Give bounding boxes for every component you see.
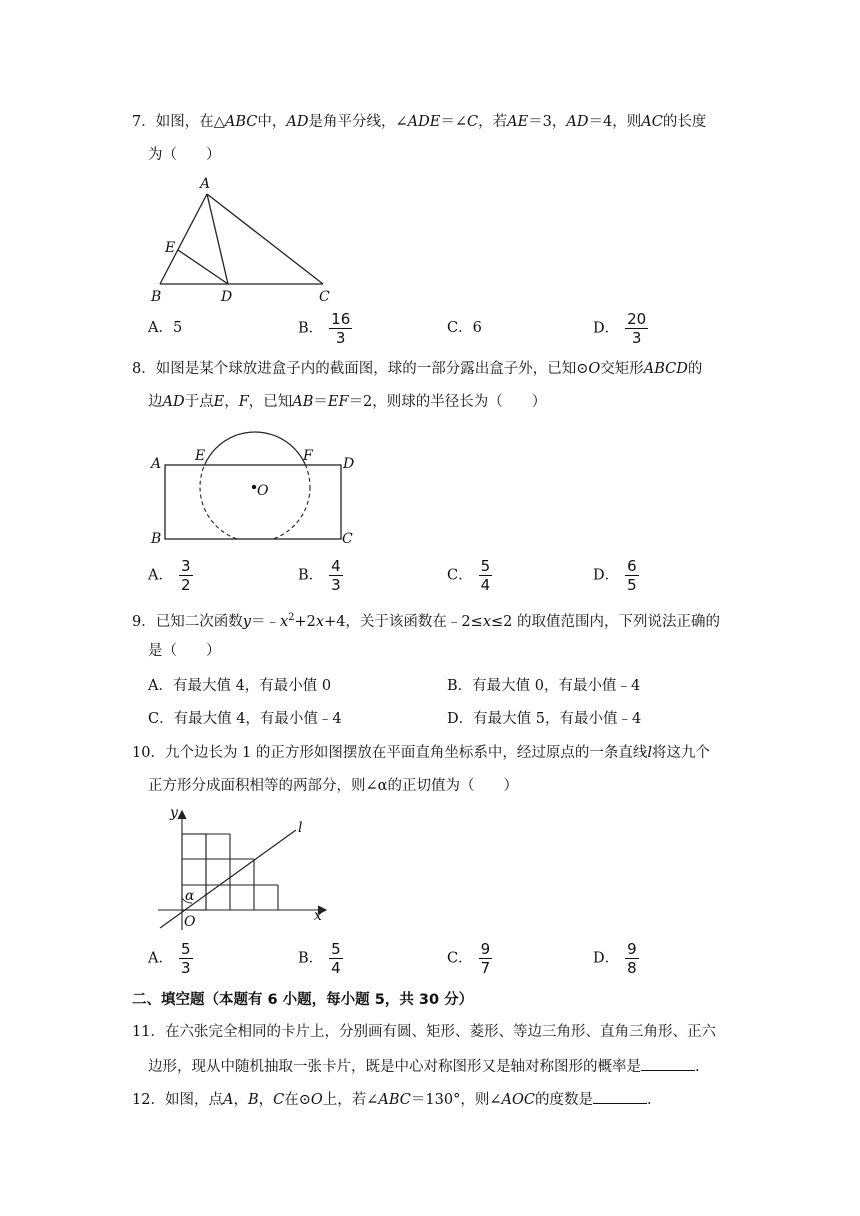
q10-label-y: y [170, 805, 178, 821]
fraction: $\frac{3}{2}$ [180, 557, 191, 594]
answer-blank[interactable] [641, 1056, 695, 1071]
q12-stem: 12．如图，点A，B，C在⊙O上，若∠ABC＝130°，则∠AOC的度数是 . [132, 1089, 652, 1110]
fraction: $\frac{5}{4}$ [331, 940, 341, 977]
q9-stem-line1: 9．已知二次函数$y=﹣x^2+2x+4$，关于该函数在﹣2≤x≤2 的取值范围内，下列说法正确的 [132, 612, 720, 630]
q8-label-c: C [342, 531, 353, 547]
q8-label-e: E [195, 448, 206, 464]
fraction: $\frac{16}{3}$ [331, 310, 351, 347]
q7-label-a: A [200, 176, 211, 192]
q10-label-x: x [314, 908, 322, 924]
q7-label-d: D [221, 289, 233, 305]
q8-option-b[interactable]: B． $\frac{4}{3}$ [298, 557, 341, 594]
q8-label-a: A [151, 456, 162, 472]
fraction: $\frac{6}{5}$ [627, 557, 637, 594]
q9-option-d[interactable]: D．有最大值 5，有最小值﹣4 [447, 711, 642, 727]
q8-option-a[interactable]: A． $\frac{3}{2}$ [148, 557, 191, 594]
q8-label-f: F [303, 448, 313, 464]
q8-ball-in-box-figure [145, 425, 370, 550]
q7-triangle-figure [145, 172, 345, 307]
q8-label-o: O [257, 483, 269, 499]
fraction: $\frac{4}{3}$ [331, 557, 341, 594]
fraction: $\frac{9}{8}$ [627, 940, 637, 977]
fraction: $\frac{9}{7}$ [480, 940, 491, 977]
q10-option-d[interactable]: D． $\frac{9}{8}$ [593, 940, 637, 977]
q8-option-d[interactable]: D． $\frac{6}{5}$ [593, 557, 637, 594]
fraction: $\frac{20}{3}$ [627, 310, 647, 347]
q10-coordinate-figure [148, 802, 338, 934]
q8-label-b: B [151, 531, 162, 547]
q10-option-a[interactable]: A． $\frac{5}{3}$ [148, 940, 191, 977]
q7-option-a[interactable]: A．5 [148, 320, 183, 336]
q10-label-o: O [184, 914, 196, 930]
q11-stem-line2: 边形，现从中随机抽取一张卡片，既是中心对称图形又是轴对称图形的概率是 . [148, 1056, 700, 1077]
q7-stem-line2: 为（ ） [148, 147, 221, 163]
q7-label-c: C [319, 289, 330, 305]
q8-stem-line1: 8．如图是某个球放进盒子内的截面图，球的一部分露出盒子外，已知⊙O交矩形ABCD的 [132, 361, 703, 377]
q9-option-b[interactable]: B．有最大值 0，有最小值﹣4 [447, 678, 641, 694]
q10-option-c[interactable]: C． $\frac{9}{7}$ [447, 940, 491, 977]
q10-option-b[interactable]: B． $\frac{5}{4}$ [298, 940, 341, 977]
q10-stem-line1: 10．九个边长为 1 的正方形如图摆放在平面直角坐标系中，经过原点的一条直线l将这九个 [132, 745, 711, 761]
q7-label-e: E [165, 240, 176, 256]
q7-option-c[interactable]: C．6 [447, 320, 482, 336]
q7-option-b[interactable]: B． $\frac{16}{3}$ [298, 310, 351, 347]
q8-label-d: D [343, 456, 355, 472]
answer-blank[interactable] [593, 1089, 647, 1104]
q10-label-alpha: α [185, 888, 195, 904]
q9-stem-line2: 是（ ） [148, 643, 221, 659]
q7-stem-line1: 7．如图，在△ABC中，AD是角平分线，∠ADE＝∠C，若AE＝3，AD＝4，则AC的长度 [132, 114, 707, 130]
q10-stem-line2: 正方形分成面积相等的两部分，则∠α的正切值为（ ） [148, 778, 518, 794]
q8-stem-line2: 边AD于点E，F，已知AB＝EF＝2，则球的半径长为（ ） [148, 394, 547, 410]
q9-option-c[interactable]: C．有最大值 4，有最小值﹣4 [148, 711, 342, 727]
q7-label-b: B [151, 289, 162, 305]
fraction: $\frac{5}{3}$ [180, 940, 191, 977]
q8-option-c[interactable]: C． $\frac{5}{4}$ [447, 557, 491, 594]
q7-option-d[interactable]: D． $\frac{20}{3}$ [593, 310, 647, 347]
q10-label-l: l [298, 820, 303, 836]
section-heading: 二、填空题（本题有 6 小题，每小题 5，共 30 分） [132, 992, 474, 1008]
q11-stem-line1: 11．在六张完全相同的卡片上，分别画有圆、矩形、菱形、等边三角形、直角三角形、正六 [132, 1024, 716, 1040]
fraction: $\frac{5}{4}$ [480, 557, 491, 594]
q9-option-a[interactable]: A．有最大值 4，有最小值 0 [148, 678, 332, 694]
